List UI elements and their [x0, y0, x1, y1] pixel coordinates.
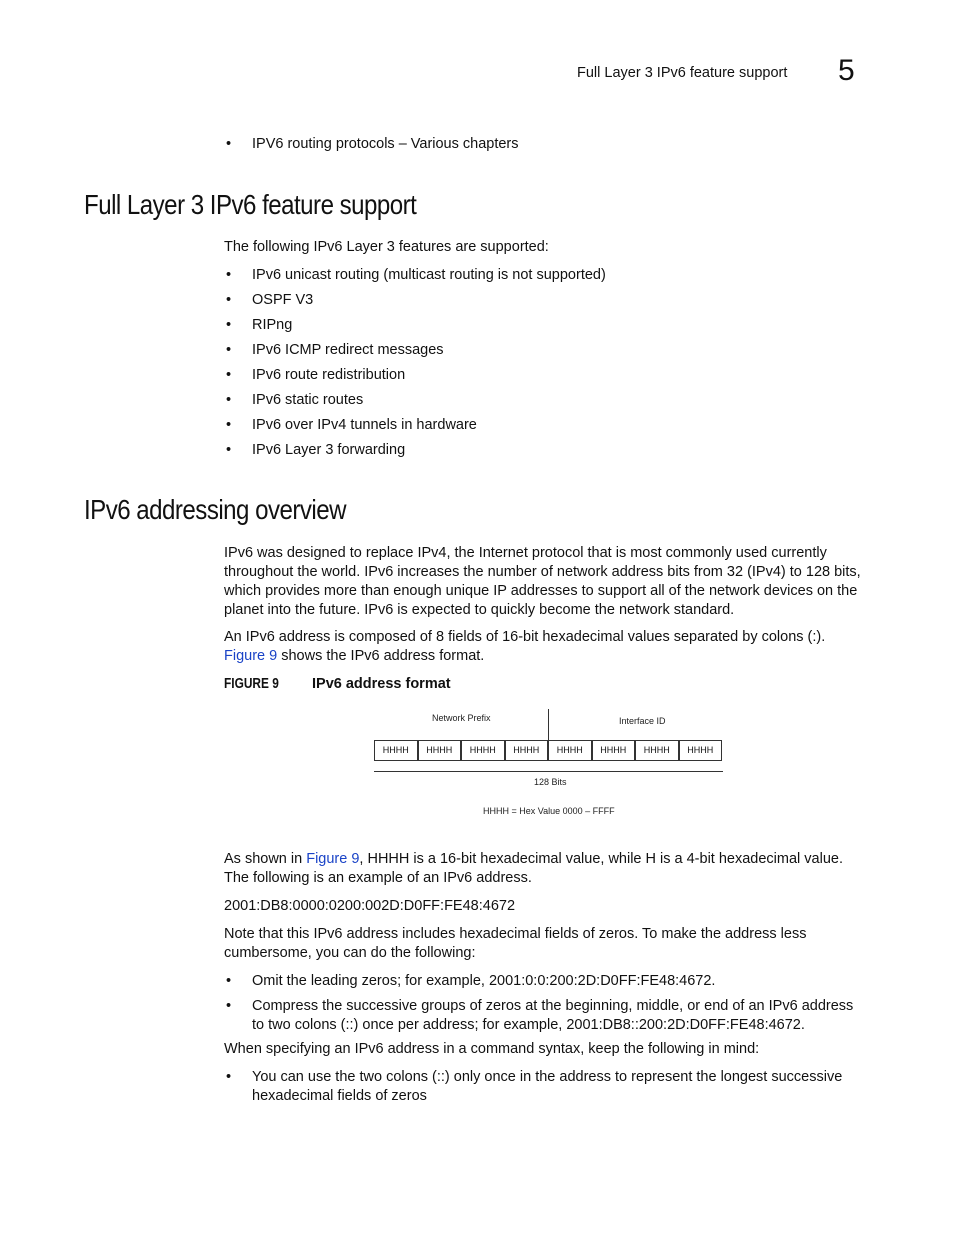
bullet-icon: •	[226, 342, 232, 358]
hex-field: HHHH	[374, 740, 418, 761]
bullet-icon: •	[226, 317, 232, 333]
hex-field: HHHH	[592, 740, 636, 761]
prefix-divider-line	[548, 709, 549, 740]
bullet-icon: •	[226, 292, 232, 308]
section-heading-layer3: Full Layer 3 IPv6 feature support	[84, 189, 417, 220]
bullet-icon: •	[226, 392, 232, 408]
bullet-icon: •	[226, 973, 232, 989]
bits-bracket-line	[374, 771, 723, 772]
paragraph-hhhh: As shown in Figure 9, HHHH is a 16-bit hexadecimal value, while H is a 4-bit hexadecimal value. The following is an example of an IPv6 address.	[224, 851, 843, 886]
bits-label: 128 Bits	[534, 777, 567, 787]
hex-field: HHHH	[418, 740, 462, 761]
hex-field: HHHH	[635, 740, 679, 761]
network-prefix-label: Network Prefix	[432, 713, 491, 723]
hex-field: HHHH	[679, 740, 723, 761]
bullet-icon: •	[226, 998, 232, 1014]
example-address: 2001:DB8:0000:0200:002D:D0FF:FE48:4672	[224, 898, 516, 914]
figure-9-link[interactable]: Figure 9	[224, 648, 278, 664]
figure-9-link[interactable]: Figure 9	[306, 851, 360, 867]
figure-title: IPv6 address format	[312, 676, 451, 692]
bullet-icon: •	[226, 136, 232, 152]
running-header-title: Full Layer 3 IPv6 feature support	[577, 65, 788, 81]
bullet-icon: •	[226, 442, 232, 458]
bullet-icon: •	[226, 367, 232, 383]
chapter-number: 5	[838, 54, 855, 87]
paragraph-intro: IPv6 was designed to replace IPv4, the Internet protocol that is most commonly used currently throughout the world. IPv6 increases the number of network address bits from 32 (IPv4) to 128 bits, which provides more than enough unique IP addresses to support all of the network devices on the planet into the future. IPv6 is expected to quickly become the network standard.	[224, 545, 861, 618]
figure-label: FIGURE 9	[224, 676, 279, 692]
figure-legend: HHHH = Hex Value 0000 – FFFF	[483, 806, 615, 816]
hex-field: HHHH	[461, 740, 505, 761]
paragraph-syntax: When specifying an IPv6 address in a command syntax, keep the following in mind:	[224, 1041, 760, 1057]
paragraph-zeros: Note that this IPv6 address includes hexadecimal fields of zeros. To make the address less cumbersome, you can do the following:	[224, 926, 807, 961]
section-heading-addressing: IPv6 addressing overview	[84, 494, 347, 525]
hex-field: HHHH	[505, 740, 549, 761]
paragraph-format: An IPv6 address is composed of 8 fields of 16-bit hexadecimal values separated by colons (:). Figure 9 shows the IPv6 address format.	[224, 629, 826, 664]
bullet-icon: •	[226, 1069, 232, 1085]
hex-field: HHHH	[548, 740, 592, 761]
bullet-icon: •	[226, 417, 232, 433]
bullet-icon: •	[226, 267, 232, 283]
interface-id-label: Interface ID	[619, 716, 666, 726]
section-intro: The following IPv6 Layer 3 features are supported:	[224, 239, 549, 255]
